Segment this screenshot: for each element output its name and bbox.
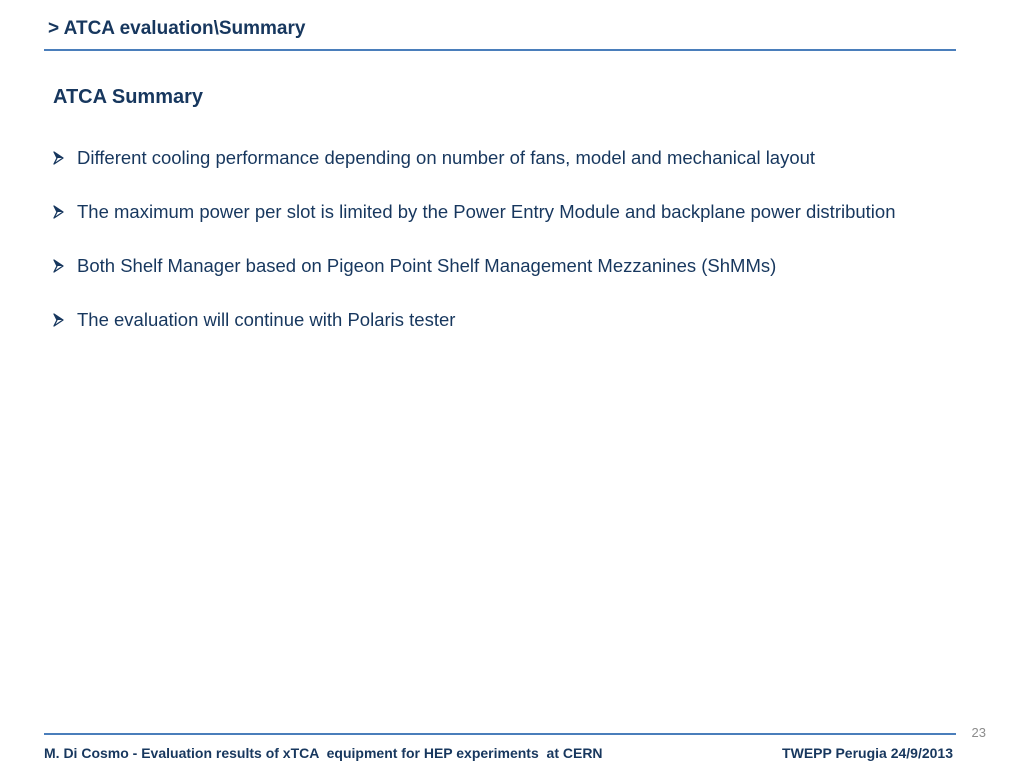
footer-event-date: TWEPP Perugia 24/9/2013 (782, 745, 953, 761)
slide-number: 23 (971, 725, 986, 740)
arrow-bullet-icon (53, 259, 64, 273)
arrow-bullet-icon (53, 151, 64, 165)
header-divider (44, 49, 956, 51)
bullet-item (53, 252, 953, 279)
bullet-item (53, 306, 953, 333)
bullet-text: Different cooling performance depending on number of fans, model and mechanical layout (77, 147, 816, 168)
bullet-item (53, 198, 953, 225)
bullet-text: The evaluation will continue with Polaris tester (77, 309, 456, 330)
bullet-item (53, 144, 953, 171)
footer-divider (44, 733, 956, 735)
arrow-bullet-icon (53, 205, 64, 219)
bullet-text: Both Shelf Manager based on Pigeon Point Shelf Management Mezzanines (ShMMs) (77, 255, 777, 276)
bullet-text: The maximum power per slot is limited by the Power Entry Module and backplane power distribution (77, 201, 896, 222)
arrow-bullet-icon (53, 313, 64, 327)
footer-author-title: M. Di Cosmo - Evaluation results of xTCA equipment for HEP experiments at CERN (44, 745, 603, 761)
breadcrumb: > ATCA evaluation\Summary (48, 18, 306, 39)
bullet-list (53, 144, 953, 333)
page-title: ATCA Summary (53, 86, 204, 108)
